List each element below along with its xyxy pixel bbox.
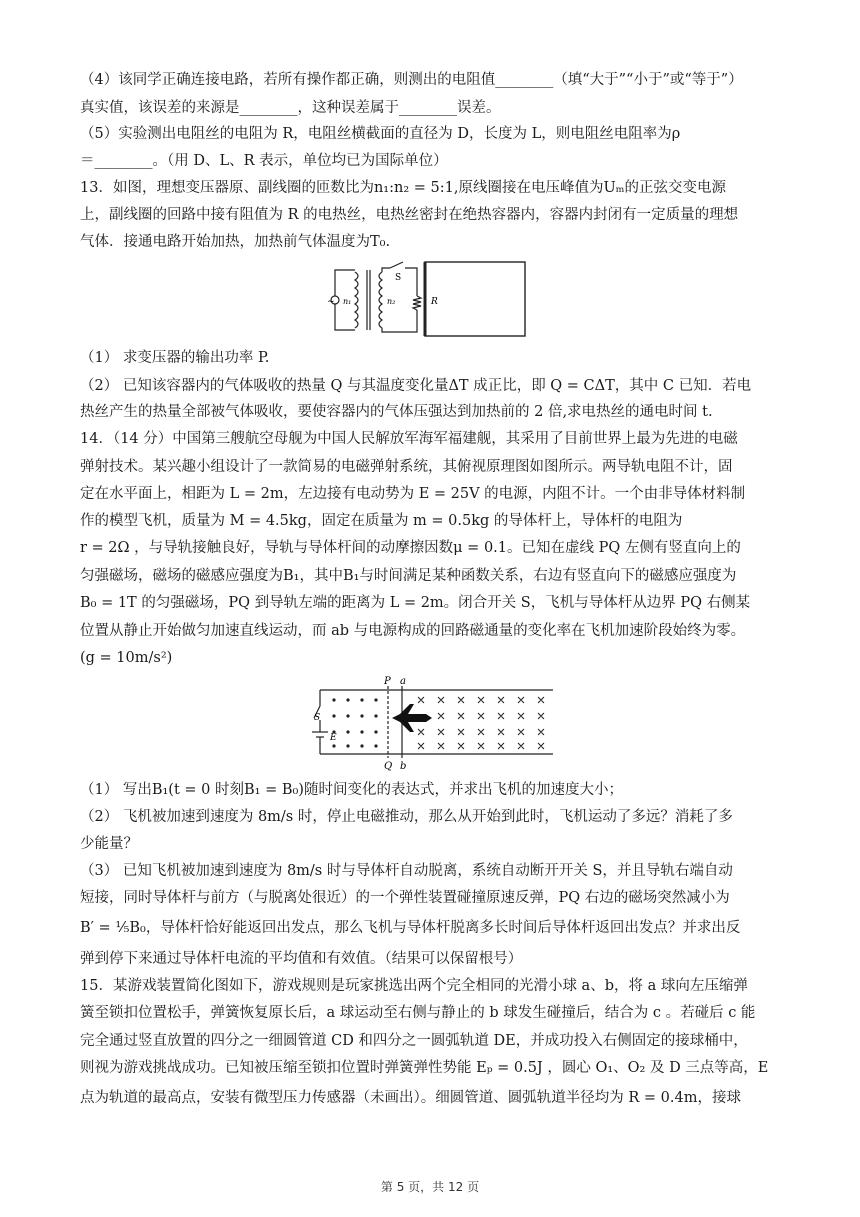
label-n2: n₂ <box>387 297 396 306</box>
text-line: 则视为游戏挑战成功。已知被压缩至锁扣位置时弹簧弹性势能 Eₚ = 0.5J ，圆心 O₁、O₂ 及 D 三点等高，E <box>80 1060 769 1076</box>
label-switch: S <box>314 713 321 723</box>
airplane-icon <box>392 704 432 732</box>
text-line: 气体．接通电路开始加热，加热前气体温度为T₀. <box>80 234 391 250</box>
label-switch: S <box>395 273 402 283</box>
text-line: （1） 写出B₁(t = 0 时刻B₁ = B₀)随时间变化的表达式，并求出飞机的加速度大小； <box>80 782 623 798</box>
question-13-heading: 13．如图，理想变压器原、副线圈的匝数比为n₁:n₂ = 5:1,原线圈接在电压峰值为Uₘ的正弦交变电源 <box>80 180 727 196</box>
text-line: 定在水平面上，相距为 L = 2m，左边接有电动势为 E = 25V 的电源，内阻不计。一个由非导体材料制 <box>80 486 746 502</box>
text-line: B′ = ⅕B₀，导体杆恰好能返回出发点，那么飞机与导体杆脱离多长时间后导体杆返回出发点？并求出反 <box>80 920 741 936</box>
text-line: 短接，同时导体杆与前方（与脱离处很近）的一个弹性装置碰撞原速反弹，PQ 右边的磁场突然减小为 <box>80 890 730 906</box>
text-line: ＝________。（用 D、L、R 表示，单位均已为国际单位） <box>80 153 448 169</box>
question-14-heading: 14．（14 分）中国第三艘航空母舰为中国人民解放军海军福建舰，其采用了目前世界上最为先进的电磁 <box>80 431 738 447</box>
label-a: a <box>400 676 406 687</box>
transformer-circuit-figure <box>325 260 530 340</box>
text-line: （2） 已知该容器内的气体吸收的热量 Q 与其温度变化量ΔT 成正比，即 Q = CΔT，其中 C 已知．若电 <box>80 378 752 394</box>
text-line: B₀ = 1T 的匀强磁场，PQ 到导轨左端的距离为 L = 2m。闭合开关 S，飞机与导体杆从边界 PQ 右侧某 <box>80 595 751 611</box>
text-line: 上，副线圈的回路中接有阻值为 R 的电热丝，电热丝密封在绝热容器内，容器内封闭有一定质量的理想 <box>80 207 739 223</box>
text-line: r = 2Ω ，与导轨接触良好，导轨与导体杆间的动摩擦因数μ = 0.1。已知在虚线 PQ 左侧有竖直向上的 <box>80 540 741 556</box>
text-line: 簧至锁扣位置松手，弹簧恢复原长后，a 球运动至右侧与静止的 b 球发生碰撞后，结合为 c 。若碰后 c 能 <box>80 1005 756 1021</box>
text-line: （2） 飞机被加速到速度为 8m/s 时，停止电磁推动，那么从开始到此时，飞机运动了多远？消耗了多 <box>80 809 733 825</box>
text-line: 弹射技术。某兴趣小组设计了一款简易的电磁弹射系统，其俯视原理图如图所示。两导轨电阻不计，固 <box>80 459 733 475</box>
text-line: （3） 已知飞机被加速到速度为 8m/s 时与导体杆自动脱离，系统自动断开开关 S，并且导轨右端自动 <box>80 863 733 879</box>
source-symbol: ~ <box>327 297 335 307</box>
text-line: 作的模型飞机，质量为 M = 4.5kg，固定在质量为 m = 0.5kg 的导体杆上，导体杆的电阻为 <box>80 513 683 529</box>
text-line: 匀强磁场，磁场的磁感应强度为B₁，其中B₁与时间满足某种函数关系，右边有竖直向下的磁感应强度为 <box>80 568 737 584</box>
question-15-heading: 15．某游戏装置简化图如下，游戏规则是玩家挑选出两个完全相同的光滑小球 a、b，将 a 球向左压缩弹 <box>80 978 748 994</box>
label-resistor: R <box>431 297 438 307</box>
text-line: 真实值，该误差的来源是________，这种误差属于________误差。 <box>80 100 501 116</box>
text-line: 少能量？ <box>80 836 138 852</box>
label-p: P <box>384 676 391 687</box>
label-b: b <box>400 761 407 772</box>
text-line: 点为轨道的最高点，安装有微型压力传感器（未画出）。细圆管道、圆弧轨道半径均为 R = 0.4m，接球 <box>80 1090 741 1106</box>
text-line: (g = 10m/s²) <box>80 650 173 666</box>
text-line: 弹到停下来通过导体杆电流的平均值和有效值。（结果可以保留根号） <box>80 951 523 967</box>
catapult-figure <box>308 676 558 772</box>
text-line: 热丝产生的热量全部被气体吸收，要使容器内的气体压强达到加热前的 2 倍,求电热丝的通电时间 t. <box>80 404 713 420</box>
label-emf: E <box>330 733 337 743</box>
text-line: （4）该同学正确连接电路，若所有操作都正确，则测出的电阻值________（填“大于”“小于”或“等于”） <box>80 72 743 88</box>
text-line: （5）实验测出电阻丝的电阻为 R，电阻丝横截面的直径为 D，长度为 L，则电阻丝电阻率为ρ <box>80 126 681 142</box>
label-q: Q <box>384 761 393 772</box>
page-footer: 第 5 页，共 12 页 <box>380 1180 480 1194</box>
text-line: （1） 求变压器的输出功率 P. <box>80 350 270 366</box>
label-n1: n₁ <box>343 297 352 306</box>
text-line: 完全通过竖直放置的四分之一细圆管道 CD 和四分之一圆弧轨道 DE，并成功投入右侧固定的接球桶中， <box>80 1033 748 1049</box>
text-line: 位置从静止开始做匀加速直线运动，而 ab 与电源构成的回路磁通量的变化率在飞机加速阶段始终为零。 <box>80 623 746 639</box>
